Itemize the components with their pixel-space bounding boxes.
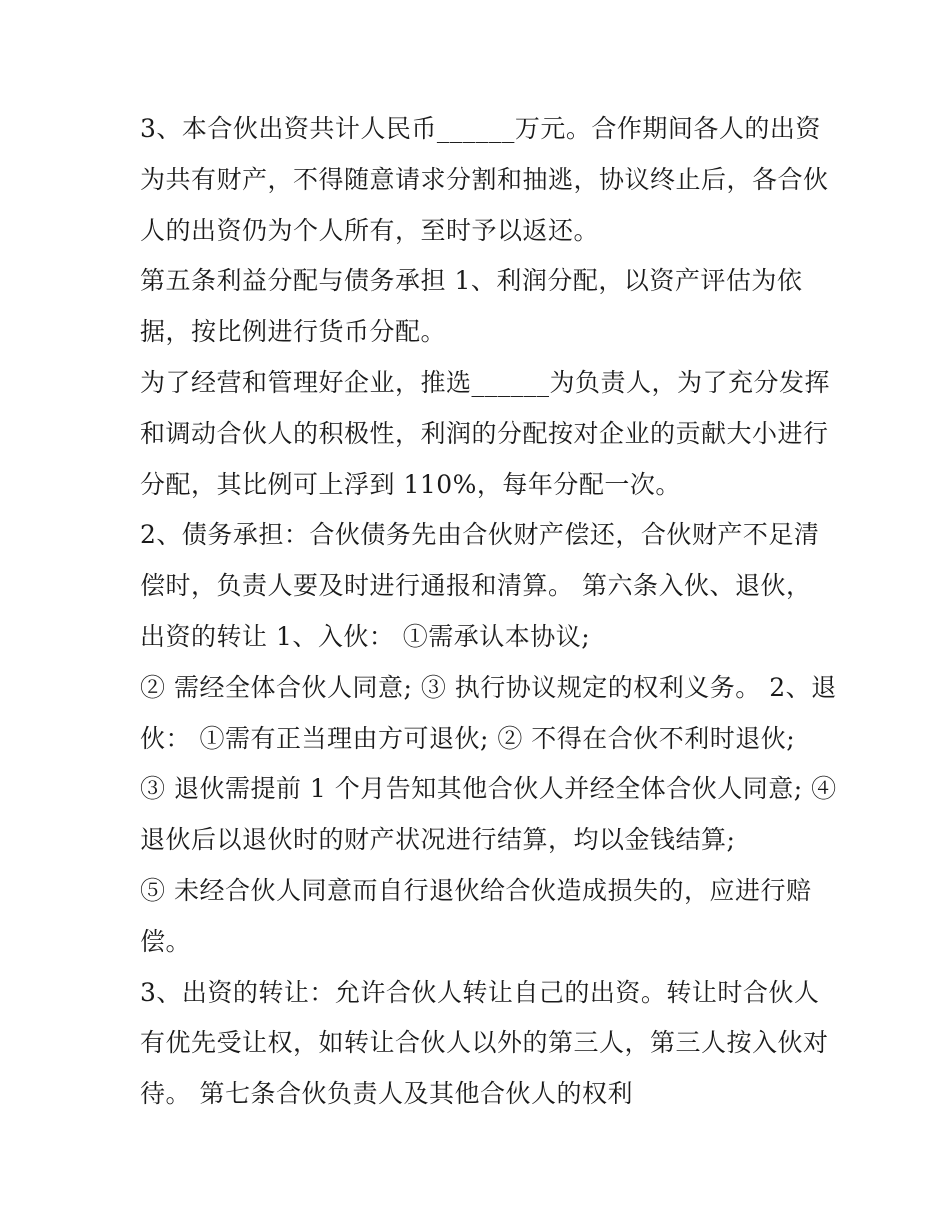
text-line: 据，按比例进行货币分配。 — [140, 317, 447, 347]
text-line: 有优先受让权，如转让合伙人以外的第三人，第三人按入伙对 — [140, 1028, 829, 1058]
text-line: 偿。 — [140, 926, 192, 956]
text-line: ③ 退伙需提前 1 个月告知其他合伙人并经全体合伙人同意; ④ — [140, 774, 837, 804]
text-line: 3、出资的转让：允许合伙人转让自己的出资。转让时合伙人 — [140, 977, 820, 1007]
text-line: 第五条利益分配与债务承担 1、利润分配，以资产评估为依 — [140, 266, 803, 296]
text-line: 出资的转让 1、入伙： ①需承认本协议; — [140, 621, 591, 651]
text-line: 待。 第七条合伙负责人及其他合伙人的权利 — [140, 1079, 633, 1109]
text-line: 为了经营和管理好企业，推选______为负责人，为了充分发挥 — [140, 367, 831, 397]
text-line: 分配，其比例可上浮到 110%，每年分配一次。 — [140, 469, 681, 499]
text-line: 2、债务承担：合伙债务先由合伙财产偿还，合伙财产不足清 — [140, 520, 820, 550]
text-line: 为共有财产，不得随意请求分割和抽逃，协议终止后，各合伙 — [140, 164, 829, 194]
text-line: ⑤ 未经合伙人同意而自行退伙给合伙造成损失的，应进行赔 — [140, 875, 812, 905]
document-body — [140, 104, 837, 1120]
text-line: ② 需经全体合伙人同意; ③ 执行协议规定的权利义务。 2、退 — [140, 672, 837, 702]
text-line: 偿时，负责人要及时进行通报和清算。 第六条入伙、退伙， — [140, 571, 812, 601]
text-line: 3、本合伙出资共计人民币______万元。合作期间各人的出资 — [140, 114, 821, 143]
text-line: 伙： ①需有正当理由方可退伙; ② 不得在合伙不利时退伙; — [140, 723, 796, 753]
text-line: 人的出资仍为个人所有，至时予以返还。 — [140, 215, 600, 245]
text-line: 和调动合伙人的积极性，利润的分配按对企业的贡献大小进行 — [140, 418, 829, 448]
text-line: 退伙后以退伙时的财产状况进行结算，均以金钱结算; — [140, 825, 736, 855]
